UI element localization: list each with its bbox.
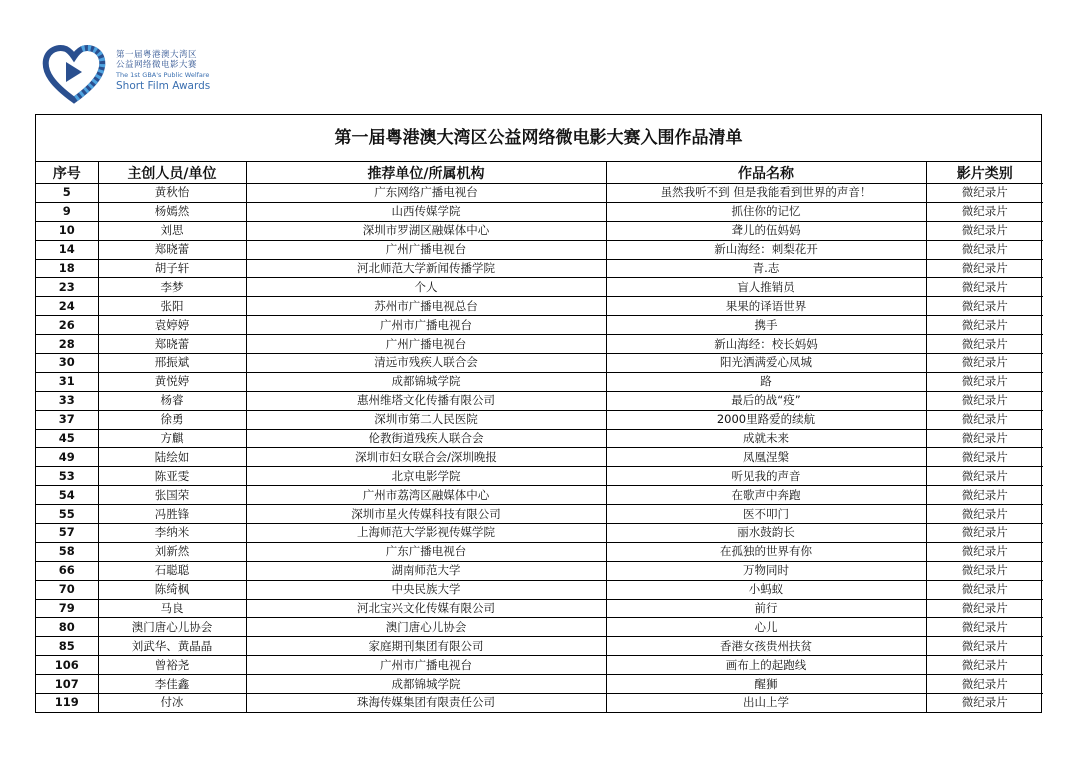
cell-category: 微纪录片 — [926, 335, 1043, 354]
cell-work-title: 医不叩门 — [606, 505, 926, 524]
awards-logo — [42, 44, 242, 106]
header-organization: 推荐单位/所属机构 — [246, 162, 606, 184]
cell-seq: 26 — [36, 316, 98, 335]
table-row — [36, 486, 1043, 505]
finalists-sheet — [35, 114, 1042, 713]
cell-seq: 30 — [36, 354, 98, 373]
cell-creator: 曾裕尧 — [98, 656, 246, 675]
cell-seq: 53 — [36, 467, 98, 486]
cell-category: 微纪录片 — [926, 372, 1043, 391]
cell-seq: 49 — [36, 448, 98, 467]
cell-creator: 陆绘如 — [98, 448, 246, 467]
cell-work-title: 新山海经：刺梨花开 — [606, 240, 926, 259]
cell-creator: 陈绮枫 — [98, 580, 246, 599]
table-row — [36, 524, 1043, 543]
cell-work-title: 新山海经：校长妈妈 — [606, 335, 926, 354]
cell-creator: 刘武华、黄晶晶 — [98, 637, 246, 656]
cell-work-title: 小蚂蚁 — [606, 580, 926, 599]
cell-category: 微纪录片 — [926, 580, 1043, 599]
cell-creator: 李梦 — [98, 278, 246, 297]
cell-seq: 66 — [36, 561, 98, 580]
cell-category: 微纪录片 — [926, 656, 1043, 675]
cell-category: 微纪录片 — [926, 448, 1043, 467]
cell-work-title: 2000里路爱的续航 — [606, 410, 926, 429]
table-row — [36, 184, 1043, 203]
cell-creator: 澳门唐心儿协会 — [98, 618, 246, 637]
cell-work-title: 虽然我听不到 但是我能看到世界的声音！ — [606, 184, 926, 203]
cell-organization: 广东网络广播电视台 — [246, 184, 606, 203]
cell-work-title: 前行 — [606, 599, 926, 618]
table-row — [36, 372, 1043, 391]
header-category: 影片类别 — [926, 162, 1043, 184]
logo-cn-line2: 公益网络微电影大赛 — [116, 60, 198, 71]
cell-category: 微纪录片 — [926, 561, 1043, 580]
cell-work-title: 心儿 — [606, 618, 926, 637]
cell-organization: 伦教街道残疾人联合会 — [246, 429, 606, 448]
header-creator: 主创人员/单位 — [98, 162, 246, 184]
cell-work-title: 在歌声中奔跑 — [606, 486, 926, 505]
cell-category: 微纪录片 — [926, 524, 1043, 543]
cell-creator: 杨睿 — [98, 391, 246, 410]
header-work-title: 作品名称 — [606, 162, 926, 184]
table-row — [36, 637, 1043, 656]
cell-category: 微纪录片 — [926, 240, 1043, 259]
cell-category: 微纪录片 — [926, 637, 1043, 656]
cell-category: 微纪录片 — [926, 184, 1043, 203]
cell-creator: 徐勇 — [98, 410, 246, 429]
table-row — [36, 391, 1043, 410]
table-row — [36, 467, 1043, 486]
cell-organization: 湖南师范大学 — [246, 561, 606, 580]
cell-category: 微纪录片 — [926, 694, 1043, 712]
sheet-title: 第一届粤港澳大湾区公益网络微电影大赛入围作品清单 — [36, 115, 1041, 162]
cell-creator: 马良 — [98, 599, 246, 618]
finalists-table — [36, 162, 1043, 712]
cell-seq: 80 — [36, 618, 98, 637]
cell-work-title: 携手 — [606, 316, 926, 335]
table-row — [36, 561, 1043, 580]
cell-seq: 70 — [36, 580, 98, 599]
cell-creator: 杨嫣然 — [98, 202, 246, 221]
cell-category: 微纪录片 — [926, 467, 1043, 486]
table-row — [36, 542, 1043, 561]
cell-creator: 刘新然 — [98, 542, 246, 561]
cell-category: 微纪录片 — [926, 486, 1043, 505]
cell-creator: 李纳米 — [98, 524, 246, 543]
cell-organization: 广州广播电视台 — [246, 240, 606, 259]
cell-creator: 付冰 — [98, 694, 246, 712]
cell-category: 微纪录片 — [926, 675, 1043, 694]
table-row — [36, 240, 1043, 259]
cell-organization: 河北宝兴文化传媒有限公司 — [246, 599, 606, 618]
cell-seq: 55 — [36, 505, 98, 524]
cell-work-title: 丽水鼓韵长 — [606, 524, 926, 543]
cell-seq: 31 — [36, 372, 98, 391]
table-row — [36, 335, 1043, 354]
cell-category: 微纪录片 — [926, 202, 1043, 221]
cell-seq: 37 — [36, 410, 98, 429]
cell-work-title: 路 — [606, 372, 926, 391]
cell-organization: 深圳市罗湖区融媒体中心 — [246, 221, 606, 240]
cell-work-title: 醒狮 — [606, 675, 926, 694]
cell-work-title: 凤凰涅槃 — [606, 448, 926, 467]
cell-category: 微纪录片 — [926, 391, 1043, 410]
cell-organization: 广州市荔湾区融媒体中心 — [246, 486, 606, 505]
logo-cn-line1: 第一届粤港澳大湾区 — [116, 50, 198, 60]
cell-category: 微纪录片 — [926, 316, 1043, 335]
cell-category: 微纪录片 — [926, 599, 1043, 618]
cell-category: 微纪录片 — [926, 221, 1043, 240]
table-row — [36, 675, 1043, 694]
cell-organization: 清远市残疾人联合会 — [246, 354, 606, 373]
table-row — [36, 410, 1043, 429]
cell-organization: 苏州市广播电视总台 — [246, 297, 606, 316]
cell-work-title: 香港女孩贵州扶贫 — [606, 637, 926, 656]
cell-work-title: 最后的战“疫” — [606, 391, 926, 410]
cell-seq: 54 — [36, 486, 98, 505]
cell-creator: 张阳 — [98, 297, 246, 316]
cell-work-title: 果果的译语世界 — [606, 297, 926, 316]
cell-organization: 山西传媒学院 — [246, 202, 606, 221]
cell-creator: 李佳鑫 — [98, 675, 246, 694]
cell-seq: 45 — [36, 429, 98, 448]
table-row — [36, 505, 1043, 524]
cell-category: 微纪录片 — [926, 410, 1043, 429]
cell-organization: 广东广播电视台 — [246, 542, 606, 561]
cell-category: 微纪录片 — [926, 259, 1043, 278]
cell-work-title: 聋儿的伍妈妈 — [606, 221, 926, 240]
table-row — [36, 580, 1043, 599]
table-row — [36, 618, 1043, 637]
cell-creator: 刘思 — [98, 221, 246, 240]
cell-creator: 胡子轩 — [98, 259, 246, 278]
table-row — [36, 354, 1043, 373]
cell-seq: 79 — [36, 599, 98, 618]
table-row — [36, 656, 1043, 675]
cell-seq: 10 — [36, 221, 98, 240]
cell-creator: 方麒 — [98, 429, 246, 448]
table-header-row — [36, 162, 1043, 184]
cell-work-title: 阳光洒满爱心凤城 — [606, 354, 926, 373]
table-row — [36, 694, 1043, 712]
cell-work-title: 青.志 — [606, 259, 926, 278]
cell-seq: 5 — [36, 184, 98, 203]
cell-creator: 冯胜锋 — [98, 505, 246, 524]
table-row — [36, 448, 1043, 467]
cell-organization: 成都锦城学院 — [246, 372, 606, 391]
cell-seq: 33 — [36, 391, 98, 410]
table-row — [36, 259, 1043, 278]
table-row — [36, 297, 1043, 316]
cell-organization: 深圳市星火传媒科技有限公司 — [246, 505, 606, 524]
cell-work-title: 在孤独的世界有你 — [606, 542, 926, 561]
header-seq: 序号 — [36, 162, 98, 184]
cell-work-title: 出山上学 — [606, 694, 926, 712]
cell-organization: 广州市广播电视台 — [246, 316, 606, 335]
cell-creator: 张国荣 — [98, 486, 246, 505]
table-row — [36, 202, 1043, 221]
cell-category: 微纪录片 — [926, 297, 1043, 316]
cell-seq: 18 — [36, 259, 98, 278]
cell-category: 微纪录片 — [926, 542, 1043, 561]
cell-category: 微纪录片 — [926, 278, 1043, 297]
cell-work-title: 成就未来 — [606, 429, 926, 448]
table-row — [36, 429, 1043, 448]
cell-organization: 深圳市妇女联合会/深圳晚报 — [246, 448, 606, 467]
cell-organization: 中央民族大学 — [246, 580, 606, 599]
cell-organization: 澳门唐心儿协会 — [246, 618, 606, 637]
logo-en-line2: Short Film Awards — [116, 80, 211, 93]
cell-creator: 黄悦婷 — [98, 372, 246, 391]
cell-seq: 107 — [36, 675, 98, 694]
cell-seq: 28 — [36, 335, 98, 354]
cell-organization: 深圳市第二人民医院 — [246, 410, 606, 429]
cell-organization: 家庭期刊集团有限公司 — [246, 637, 606, 656]
cell-creator: 石聪聪 — [98, 561, 246, 580]
cell-organization: 珠海传媒集团有限责任公司 — [246, 694, 606, 712]
logo-en-line1: The 1st GBA's Public Welfare — [116, 71, 210, 80]
table-row — [36, 599, 1043, 618]
table-row — [36, 221, 1043, 240]
cell-organization: 上海师范大学影视传媒学院 — [246, 524, 606, 543]
cell-work-title: 万物同时 — [606, 561, 926, 580]
cell-organization: 个人 — [246, 278, 606, 297]
cell-category: 微纪录片 — [926, 354, 1043, 373]
cell-seq: 9 — [36, 202, 98, 221]
cell-creator: 郑晓蕾 — [98, 240, 246, 259]
table-row — [36, 278, 1043, 297]
cell-creator: 郑晓蕾 — [98, 335, 246, 354]
cell-seq: 57 — [36, 524, 98, 543]
cell-organization: 成都锦城学院 — [246, 675, 606, 694]
cell-creator: 邢振斌 — [98, 354, 246, 373]
cell-seq: 85 — [36, 637, 98, 656]
table-row — [36, 316, 1043, 335]
cell-organization: 惠州维塔文化传播有限公司 — [246, 391, 606, 410]
cell-work-title: 听见我的声音 — [606, 467, 926, 486]
cell-seq: 23 — [36, 278, 98, 297]
cell-creator: 袁婷婷 — [98, 316, 246, 335]
cell-seq: 119 — [36, 694, 98, 712]
cell-category: 微纪录片 — [926, 429, 1043, 448]
cell-category: 微纪录片 — [926, 505, 1043, 524]
cell-work-title: 抓住你的记忆 — [606, 202, 926, 221]
cell-organization: 北京电影学院 — [246, 467, 606, 486]
cell-creator: 陈亚雯 — [98, 467, 246, 486]
cell-organization: 广州市广播电视台 — [246, 656, 606, 675]
cell-work-title: 盲人推销员 — [606, 278, 926, 297]
cell-seq: 106 — [36, 656, 98, 675]
cell-seq: 58 — [36, 542, 98, 561]
cell-category: 微纪录片 — [926, 618, 1043, 637]
film-heart-icon — [42, 44, 106, 104]
cell-seq: 24 — [36, 297, 98, 316]
cell-creator: 黄秋怡 — [98, 184, 246, 203]
cell-work-title: 画布上的起跑线 — [606, 656, 926, 675]
cell-organization: 河北师范大学新闻传播学院 — [246, 259, 606, 278]
cell-seq: 14 — [36, 240, 98, 259]
cell-organization: 广州广播电视台 — [246, 335, 606, 354]
